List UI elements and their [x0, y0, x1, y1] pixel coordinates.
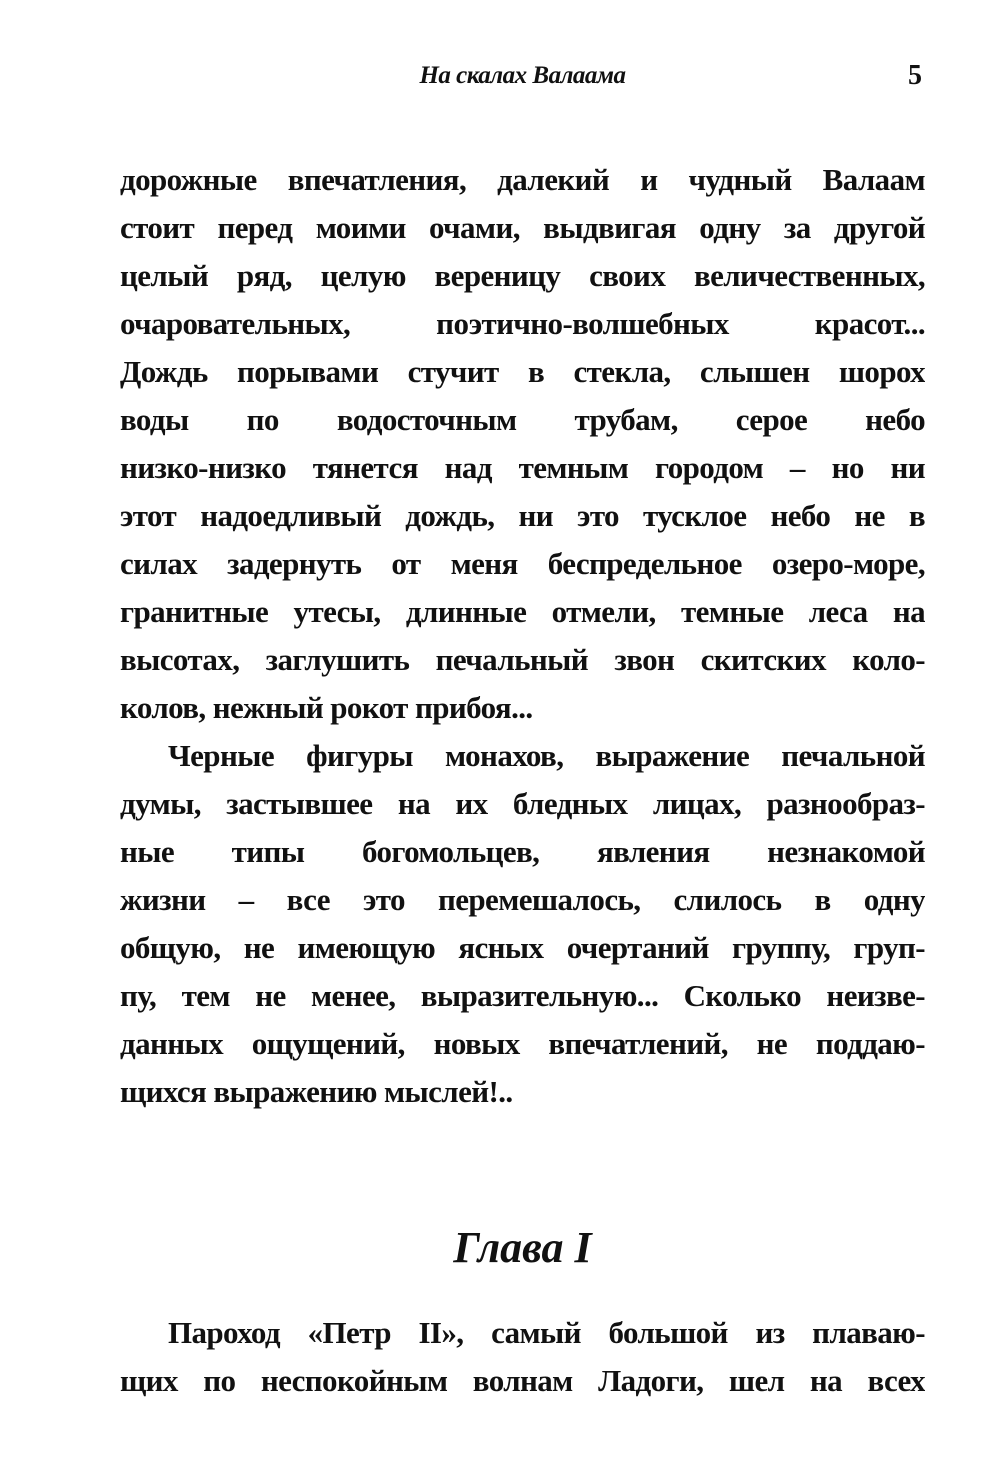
text-line: высотах, заглушить печальный звон скитских коло-: [120, 642, 925, 677]
paragraph-2: [120, 732, 925, 1116]
text-line: щих по неспокойным волнам Ладоги, шел на всех: [120, 1363, 925, 1398]
text-line: низко-низко тянется над темным городом – но ни: [120, 450, 925, 485]
text-line: очаровательных, поэтично-волшебных красот...: [120, 306, 925, 341]
text-line: этот надоедливый дождь, ни это тусклое небо не в: [120, 498, 925, 533]
text-line: дорожные впечатления, далекий и чудный Валаам: [120, 162, 925, 197]
running-title: На скалах Валаама: [419, 62, 626, 89]
chapter-title: Глава I: [453, 1223, 592, 1272]
text-line: данных ощущений, новых впечатлений, не поддаю-: [120, 1026, 925, 1061]
text-line: Дождь порывами стучит в стекла, слышен шорох: [120, 354, 925, 389]
text-line: гранитные утесы, длинные отмели, темные леса на: [120, 594, 925, 629]
text-line: думы, застывшее на их бледных лицах, разнообраз-: [120, 786, 925, 821]
text-line: жизни – все это перемешалось, слилось в одну: [120, 882, 925, 917]
text-line: колов, нежный рокот прибоя...: [120, 690, 533, 725]
page-header: [0, 62, 1000, 102]
text-line: стоит перед моими очами, выдвигая одну за другой: [120, 210, 925, 245]
text-line: Пароход «Петр II», самый большой из плаваю-: [168, 1315, 925, 1350]
text-line: воды по водосточным трубам, серое небо: [120, 402, 925, 437]
paragraph-1: [120, 156, 925, 732]
text-line: ные типы богомольцев, явления незнакомой: [120, 834, 925, 869]
text-line: Черные фигуры монахов, выражение печальной: [168, 738, 925, 773]
paragraph-3: [120, 1309, 925, 1405]
text-line: общую, не имеющую ясных очертаний группу, груп-: [120, 930, 925, 965]
page-number: 5: [908, 60, 922, 91]
text-line: пу, тем не менее, выразительную... Сколько неизве-: [120, 978, 925, 1013]
text-line: силах задернуть от меня беспредельное озеро-море,: [120, 546, 925, 581]
body-text: [120, 156, 925, 1116]
text-line: щихся выражению мыслей!..: [120, 1074, 513, 1109]
text-line: целый ряд, целую вереницу своих величественных,: [120, 258, 925, 293]
